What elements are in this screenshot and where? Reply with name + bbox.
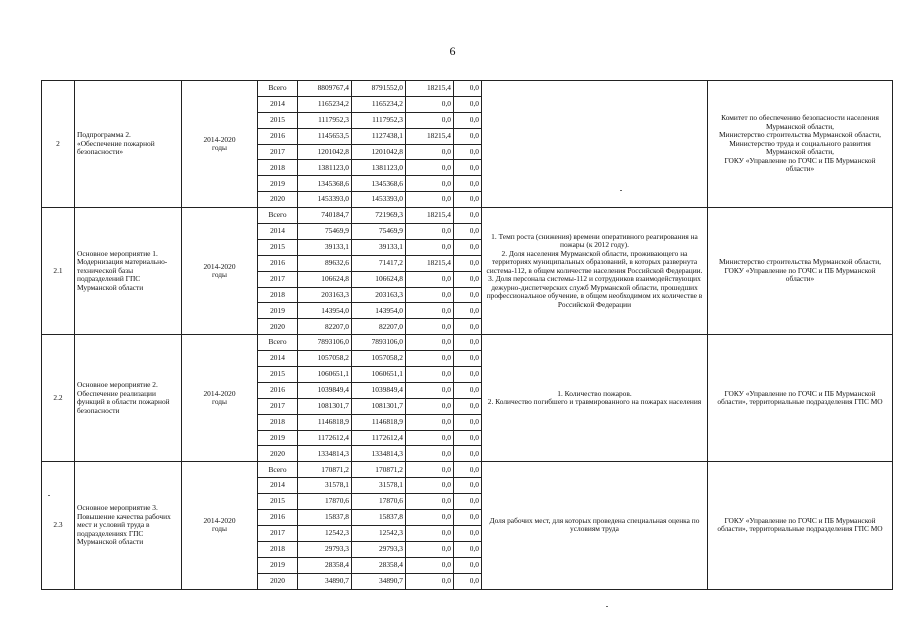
total-amount-cell: 82207,0 <box>298 319 352 335</box>
other-sources-cell: 0,0 <box>454 319 482 335</box>
table-body <box>42 81 893 590</box>
indicators-cell: Доля рабочих мест, для которых проведена специальная оценка по условиям труда <box>482 462 708 589</box>
federal-budget-cell: 0,0 <box>406 510 454 526</box>
item-period: 2014-2020 годы <box>182 462 258 589</box>
total-amount-cell: 1334814,3 <box>298 446 352 462</box>
regional-budget-cell: 15837,8 <box>352 510 406 526</box>
regional-budget-cell: 1081301,7 <box>352 398 406 414</box>
federal-budget-cell: 0,0 <box>406 525 454 541</box>
other-sources-cell: 0,0 <box>454 494 482 510</box>
other-sources-cell: 0,0 <box>454 224 482 240</box>
federal-budget-cell: 0,0 <box>406 271 454 287</box>
total-amount-cell: 8809767,4 <box>298 81 352 97</box>
year-cell: 2016 <box>258 382 298 398</box>
regional-budget-cell: 1039849,4 <box>352 382 406 398</box>
year-cell: 2014 <box>258 224 298 240</box>
federal-budget-cell: 0,0 <box>406 224 454 240</box>
total-amount-cell: 1060651,1 <box>298 367 352 383</box>
total-amount-cell: 75469,9 <box>298 224 352 240</box>
total-amount-cell: 1057058,2 <box>298 351 352 367</box>
year-cell: 2017 <box>258 398 298 414</box>
total-amount-cell: 1172612,4 <box>298 430 352 446</box>
item-number: 2.2 <box>42 335 75 462</box>
federal-budget-cell: 0,0 <box>406 160 454 176</box>
item-name: Основное мероприятие 1. Модернизация материально-технической базы подразделений ГПС Мурманской области <box>75 208 182 335</box>
total-amount-cell: 28358,4 <box>298 557 352 573</box>
other-sources-cell: 0,0 <box>454 430 482 446</box>
year-cell: 2019 <box>258 176 298 192</box>
regional-budget-cell: 82207,0 <box>352 319 406 335</box>
regional-budget-cell: 75469,9 <box>352 224 406 240</box>
indicators-cell: 1. Темп роста (снижения) времени оперативного реагирования на пожары (к 2012 году). 2. Доля населения Мурманской области, проживающего на территориях муниципальных образований, в которых развернута система-112, в общем количестве населения Российской Федерации. 3. Доля персонала системы-112 и сотрудников взаимодействующих дежурно-диспетчерских служб Мурманской области, прошедших профессиональное обучение, в общем необходимом их количестве в Российской Федерации <box>482 208 708 335</box>
year-cell: 2016 <box>258 510 298 526</box>
year-cell: 2018 <box>258 541 298 557</box>
regional-budget-cell: 1146818,9 <box>352 414 406 430</box>
year-cell: Всего <box>258 81 298 97</box>
total-amount-cell: 1117952,3 <box>298 112 352 128</box>
other-sources-cell: 0,0 <box>454 367 482 383</box>
federal-budget-cell: 0,0 <box>406 462 454 478</box>
other-sources-cell: 0,0 <box>454 351 482 367</box>
federal-budget-cell: 0,0 <box>406 239 454 255</box>
other-sources-cell: 0,0 <box>454 462 482 478</box>
scan-speck <box>606 606 608 607</box>
other-sources-cell: 0,0 <box>454 112 482 128</box>
total-amount-cell: 39133,1 <box>298 239 352 255</box>
year-cell: 2014 <box>258 351 298 367</box>
federal-budget-cell: 18215,4 <box>406 81 454 97</box>
total-amount-cell: 1081301,7 <box>298 398 352 414</box>
other-sources-cell: 0,0 <box>454 541 482 557</box>
total-amount-cell: 1146818,9 <box>298 414 352 430</box>
regional-budget-cell: 1127438,1 <box>352 128 406 144</box>
regional-budget-cell: 1345368,6 <box>352 176 406 192</box>
year-cell: 2018 <box>258 414 298 430</box>
total-amount-cell: 31578,1 <box>298 478 352 494</box>
year-cell: Всего <box>258 208 298 224</box>
federal-budget-cell: 0,0 <box>406 176 454 192</box>
total-amount-cell: 17870,6 <box>298 494 352 510</box>
year-cell: 2020 <box>258 319 298 335</box>
year-cell: 2015 <box>258 494 298 510</box>
total-amount-cell: 1145653,5 <box>298 128 352 144</box>
item-number: 2.3 <box>42 462 75 589</box>
other-sources-cell: 0,0 <box>454 144 482 160</box>
regional-budget-cell: 1165234,2 <box>352 96 406 112</box>
federal-budget-cell: 0,0 <box>406 112 454 128</box>
other-sources-cell: 0,0 <box>454 192 482 208</box>
other-sources-cell: 0,0 <box>454 287 482 303</box>
year-cell: 2018 <box>258 287 298 303</box>
executor-cell: Комитет по обеспечению безопасности населения Мурманской области, Министерство строительства Мурманской области, Министерство труда и социального развития Мурманской области, ГОКУ «Управление по ГОЧС и ПБ Мурманской области» <box>708 81 893 208</box>
regional-budget-cell: 12542,3 <box>352 525 406 541</box>
year-cell: 2015 <box>258 239 298 255</box>
total-amount-cell: 170871,2 <box>298 462 352 478</box>
year-cell: 2019 <box>258 430 298 446</box>
other-sources-cell: 0,0 <box>454 573 482 589</box>
federal-budget-cell: 18215,4 <box>406 255 454 271</box>
other-sources-cell: 0,0 <box>454 414 482 430</box>
year-cell: Всего <box>258 335 298 351</box>
other-sources-cell: 0,0 <box>454 398 482 414</box>
other-sources-cell: 0,0 <box>454 510 482 526</box>
year-cell: 2019 <box>258 557 298 573</box>
indicators-cell <box>482 81 708 208</box>
item-name: Основное мероприятие 2. Обеспечение реализации функций в области пожарной безопасности <box>75 335 182 462</box>
total-amount-cell: 1345368,6 <box>298 176 352 192</box>
federal-budget-cell: 0,0 <box>406 303 454 319</box>
total-amount-cell: 7893106,0 <box>298 335 352 351</box>
regional-budget-cell: 1453393,0 <box>352 192 406 208</box>
scan-speck <box>620 190 622 191</box>
regional-budget-cell: 1117952,3 <box>352 112 406 128</box>
scan-speck <box>48 495 50 496</box>
total-amount-cell: 106624,8 <box>298 271 352 287</box>
other-sources-cell: 0,0 <box>454 446 482 462</box>
regional-budget-cell: 17870,6 <box>352 494 406 510</box>
indicators-cell: 1. Количество пожаров. 2. Количество погибшего и травмированного на пожарах населения <box>482 335 708 462</box>
regional-budget-cell: 34890,7 <box>352 573 406 589</box>
regional-budget-cell: 106624,8 <box>352 271 406 287</box>
regional-budget-cell: 1060651,1 <box>352 367 406 383</box>
year-cell: 2015 <box>258 112 298 128</box>
year-cell: 2014 <box>258 478 298 494</box>
regional-budget-cell: 39133,1 <box>352 239 406 255</box>
table-row <box>42 208 893 224</box>
regional-budget-cell: 143954,0 <box>352 303 406 319</box>
other-sources-cell: 0,0 <box>454 382 482 398</box>
federal-budget-cell: 0,0 <box>406 573 454 589</box>
other-sources-cell: 0,0 <box>454 525 482 541</box>
federal-budget-cell: 0,0 <box>406 494 454 510</box>
year-cell: Всего <box>258 462 298 478</box>
other-sources-cell: 0,0 <box>454 271 482 287</box>
regional-budget-cell: 71417,2 <box>352 255 406 271</box>
other-sources-cell: 0,0 <box>454 176 482 192</box>
total-amount-cell: 1039849,4 <box>298 382 352 398</box>
total-amount-cell: 740184,7 <box>298 208 352 224</box>
year-cell: 2014 <box>258 96 298 112</box>
other-sources-cell: 0,0 <box>454 81 482 97</box>
other-sources-cell: 0,0 <box>454 208 482 224</box>
federal-budget-cell: 0,0 <box>406 319 454 335</box>
other-sources-cell: 0,0 <box>454 239 482 255</box>
regional-budget-cell: 721969,3 <box>352 208 406 224</box>
executor-cell: ГОКУ «Управление по ГОЧС и ПБ Мурманской области», территориальные подразделения ГПС МО <box>708 335 893 462</box>
other-sources-cell: 0,0 <box>454 255 482 271</box>
other-sources-cell: 0,0 <box>454 303 482 319</box>
federal-budget-cell: 0,0 <box>406 398 454 414</box>
year-cell: 2016 <box>258 128 298 144</box>
federal-budget-cell: 0,0 <box>406 335 454 351</box>
other-sources-cell: 0,0 <box>454 128 482 144</box>
regional-budget-cell: 1172612,4 <box>352 430 406 446</box>
regional-budget-cell: 1381123,0 <box>352 160 406 176</box>
regional-budget-cell: 1334814,3 <box>352 446 406 462</box>
page-number: 6 <box>449 44 456 58</box>
executor-cell: ГОКУ «Управление по ГОЧС и ПБ Мурманской области», территориальные подразделения ГПС МО <box>708 462 893 589</box>
year-cell: 2020 <box>258 192 298 208</box>
total-amount-cell: 15837,8 <box>298 510 352 526</box>
other-sources-cell: 0,0 <box>454 478 482 494</box>
regional-budget-cell: 1201042,8 <box>352 144 406 160</box>
regional-budget-cell: 8791552,0 <box>352 81 406 97</box>
regional-budget-cell: 1057058,2 <box>352 351 406 367</box>
regional-budget-cell: 203163,3 <box>352 287 406 303</box>
regional-budget-cell: 29793,3 <box>352 541 406 557</box>
table-row <box>42 335 893 351</box>
item-period: 2014-2020 годы <box>182 335 258 462</box>
item-number: 2.1 <box>42 208 75 335</box>
federal-budget-cell: 0,0 <box>406 446 454 462</box>
year-cell: 2017 <box>258 144 298 160</box>
federal-budget-cell: 0,0 <box>406 478 454 494</box>
other-sources-cell: 0,0 <box>454 557 482 573</box>
total-amount-cell: 12542,3 <box>298 525 352 541</box>
item-period: 2014-2020 годы <box>182 208 258 335</box>
other-sources-cell: 0,0 <box>454 160 482 176</box>
year-cell: 2015 <box>258 367 298 383</box>
program-table <box>41 80 893 590</box>
year-cell: 2016 <box>258 255 298 271</box>
regional-budget-cell: 31578,1 <box>352 478 406 494</box>
federal-budget-cell: 18215,4 <box>406 128 454 144</box>
item-number: 2 <box>42 81 75 208</box>
total-amount-cell: 1201042,8 <box>298 144 352 160</box>
total-amount-cell: 34890,7 <box>298 573 352 589</box>
federal-budget-cell: 0,0 <box>406 430 454 446</box>
executor-cell: Министерство строительства Мурманской области, ГОКУ «Управление по ГОЧС и ПБ Мурманской области» <box>708 208 893 335</box>
total-amount-cell: 1165234,2 <box>298 96 352 112</box>
federal-budget-cell: 0,0 <box>406 414 454 430</box>
total-amount-cell: 203163,3 <box>298 287 352 303</box>
total-amount-cell: 89632,6 <box>298 255 352 271</box>
item-name: Подпрограмма 2. «Обеспечение пожарной безопасности» <box>75 81 182 208</box>
other-sources-cell: 0,0 <box>454 335 482 351</box>
year-cell: 2019 <box>258 303 298 319</box>
total-amount-cell: 143954,0 <box>298 303 352 319</box>
total-amount-cell: 29793,3 <box>298 541 352 557</box>
federal-budget-cell: 0,0 <box>406 144 454 160</box>
federal-budget-cell: 0,0 <box>406 192 454 208</box>
federal-budget-cell: 0,0 <box>406 382 454 398</box>
federal-budget-cell: 0,0 <box>406 96 454 112</box>
year-cell: 2020 <box>258 446 298 462</box>
federal-budget-cell: 0,0 <box>406 287 454 303</box>
total-amount-cell: 1453393,0 <box>298 192 352 208</box>
other-sources-cell: 0,0 <box>454 96 482 112</box>
year-cell: 2020 <box>258 573 298 589</box>
federal-budget-cell: 18215,4 <box>406 208 454 224</box>
total-amount-cell: 1381123,0 <box>298 160 352 176</box>
federal-budget-cell: 0,0 <box>406 541 454 557</box>
federal-budget-cell: 0,0 <box>406 367 454 383</box>
table-row <box>42 81 893 97</box>
year-cell: 2017 <box>258 271 298 287</box>
item-name: Основное мероприятие 3. Повышение качества рабочих мест и условий труда в подразделениях ГПС Мурманской области <box>75 462 182 589</box>
table-row <box>42 462 893 478</box>
regional-budget-cell: 170871,2 <box>352 462 406 478</box>
regional-budget-cell: 28358,4 <box>352 557 406 573</box>
year-cell: 2017 <box>258 525 298 541</box>
federal-budget-cell: 0,0 <box>406 557 454 573</box>
regional-budget-cell: 7893106,0 <box>352 335 406 351</box>
federal-budget-cell: 0,0 <box>406 351 454 367</box>
item-period: 2014-2020 годы <box>182 81 258 208</box>
year-cell: 2018 <box>258 160 298 176</box>
